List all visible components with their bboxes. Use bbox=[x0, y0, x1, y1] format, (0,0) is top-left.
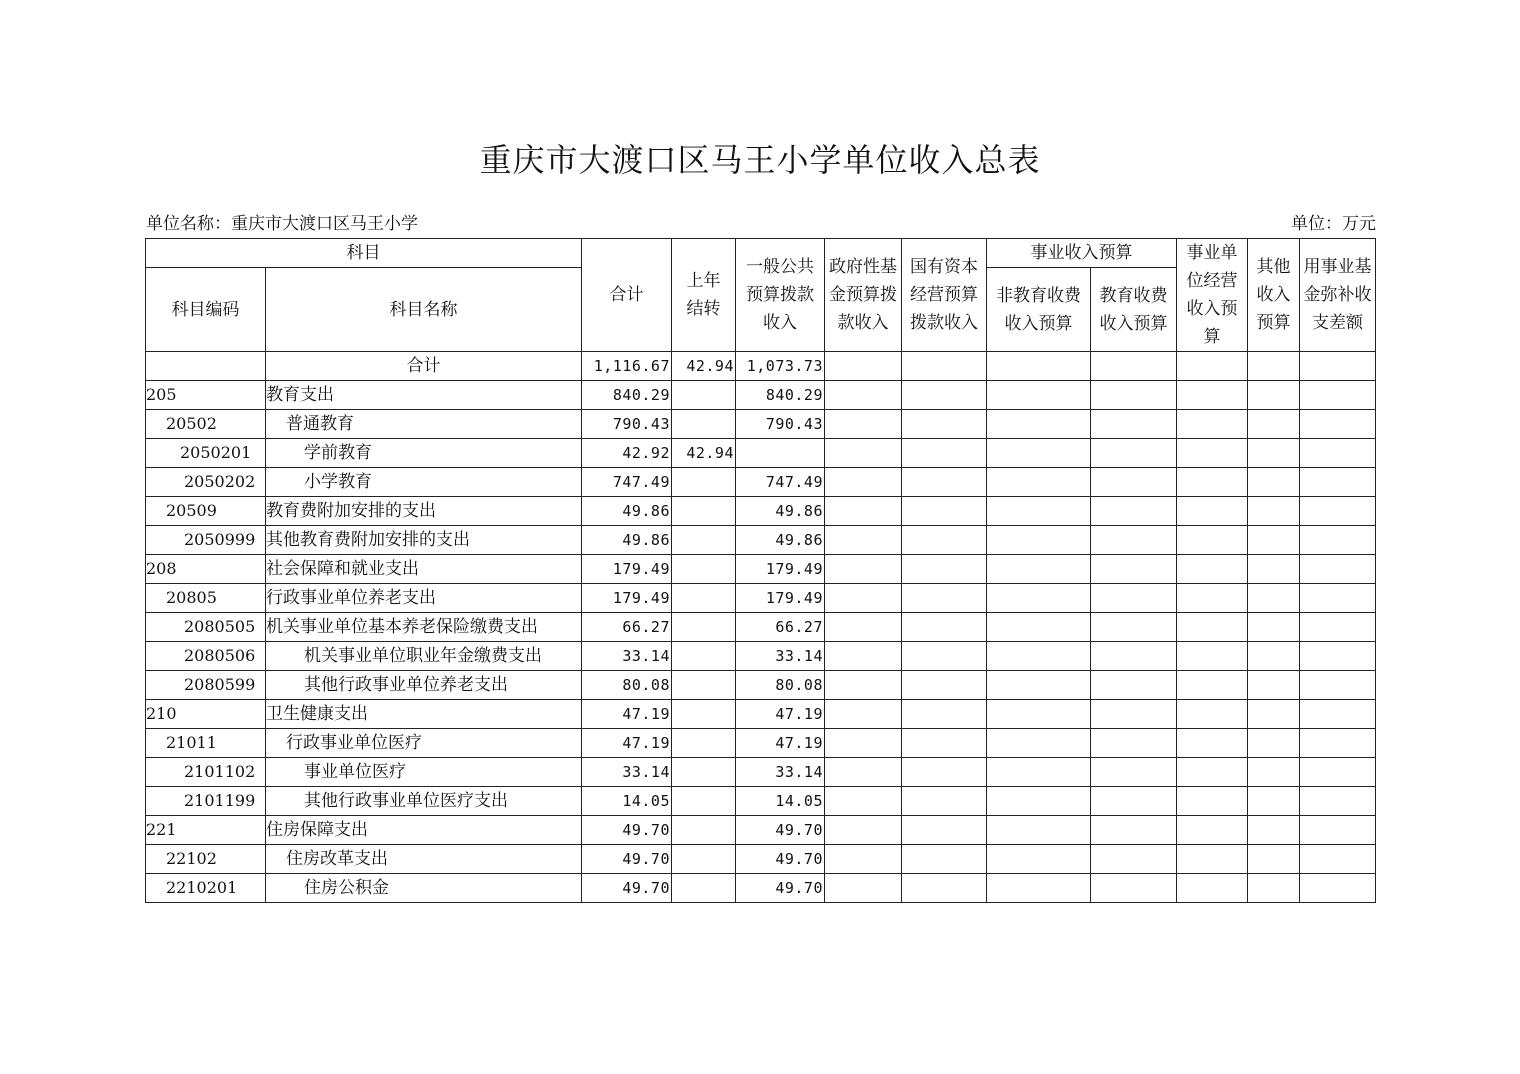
table-row: 2080506 机关事业单位职业年金缴费支出 33.14 33.14 bbox=[146, 642, 1376, 671]
header-general-budget: 一般公共预算拨款收入 bbox=[736, 239, 825, 352]
header-business-income: 事业收入预算 bbox=[987, 239, 1177, 268]
header-business-unit: 事业单位经营收入预算 bbox=[1177, 239, 1248, 352]
header-code: 科目编码 bbox=[146, 268, 266, 352]
table-row: 2080599 其他行政事业单位养老支出 80.08 80.08 bbox=[146, 671, 1376, 700]
table-row: 2050201 学前教育 42.92 42.94 bbox=[146, 439, 1376, 468]
unit-label: 单位：万元 bbox=[1291, 214, 1376, 234]
table-row: 208 社会保障和就业支出 179.49 179.49 bbox=[146, 555, 1376, 584]
header-total: 合计 bbox=[582, 239, 672, 352]
table-row: 2210201 住房公积金 49.70 49.70 bbox=[146, 874, 1376, 903]
header-edu-fee: 教育收费收入预算 bbox=[1091, 268, 1177, 352]
table-row-total: 合计 1,116.67 42.94 1,073.73 bbox=[146, 352, 1376, 381]
header-gov-fund: 政府性基金预算拨款收入 bbox=[825, 239, 902, 352]
table-row: 2050202 小学教育 747.49 747.49 bbox=[146, 468, 1376, 497]
header-carryover: 上年结转 bbox=[672, 239, 736, 352]
header-state-capital: 国有资本经营预算拨款收入 bbox=[902, 239, 987, 352]
table-row: 221 住房保障支出 49.70 49.70 bbox=[146, 816, 1376, 845]
table-row: 22102 住房改革支出 49.70 49.70 bbox=[146, 845, 1376, 874]
table-row: 2080505 机关事业单位基本养老保险缴费支出 66.27 66.27 bbox=[146, 613, 1376, 642]
header-fund-offset: 用事业基金弥补收支差额 bbox=[1300, 239, 1376, 352]
header-non-edu-fee: 非教育收费收入预算 bbox=[987, 268, 1091, 352]
header-name: 科目名称 bbox=[266, 268, 582, 352]
table-row: 2050999 其他教育费附加安排的支出 49.86 49.86 bbox=[146, 526, 1376, 555]
table-row: 2101199 其他行政事业单位医疗支出 14.05 14.05 bbox=[146, 787, 1376, 816]
table-row: 21011 行政事业单位医疗 47.19 47.19 bbox=[146, 729, 1376, 758]
unit-name-label: 单位名称：重庆市大渡口区马王小学 bbox=[146, 214, 418, 234]
table-row: 210 卫生健康支出 47.19 47.19 bbox=[146, 700, 1376, 729]
page-title: 重庆市大渡口区马王小学单位收入总表 bbox=[479, 141, 1041, 179]
table-row: 2101102 事业单位医疗 33.14 33.14 bbox=[146, 758, 1376, 787]
table-row: 205 教育支出 840.29 840.29 bbox=[146, 381, 1376, 410]
table-row: 20502 普通教育 790.43 790.43 bbox=[146, 410, 1376, 439]
table-row: 20509 教育费附加安排的支出 49.86 49.86 bbox=[146, 497, 1376, 526]
header-other: 其他收入预算 bbox=[1248, 239, 1300, 352]
header-subject: 科目 bbox=[146, 239, 582, 268]
table-row: 20805 行政事业单位养老支出 179.49 179.49 bbox=[146, 584, 1376, 613]
income-summary-table bbox=[145, 238, 1376, 903]
